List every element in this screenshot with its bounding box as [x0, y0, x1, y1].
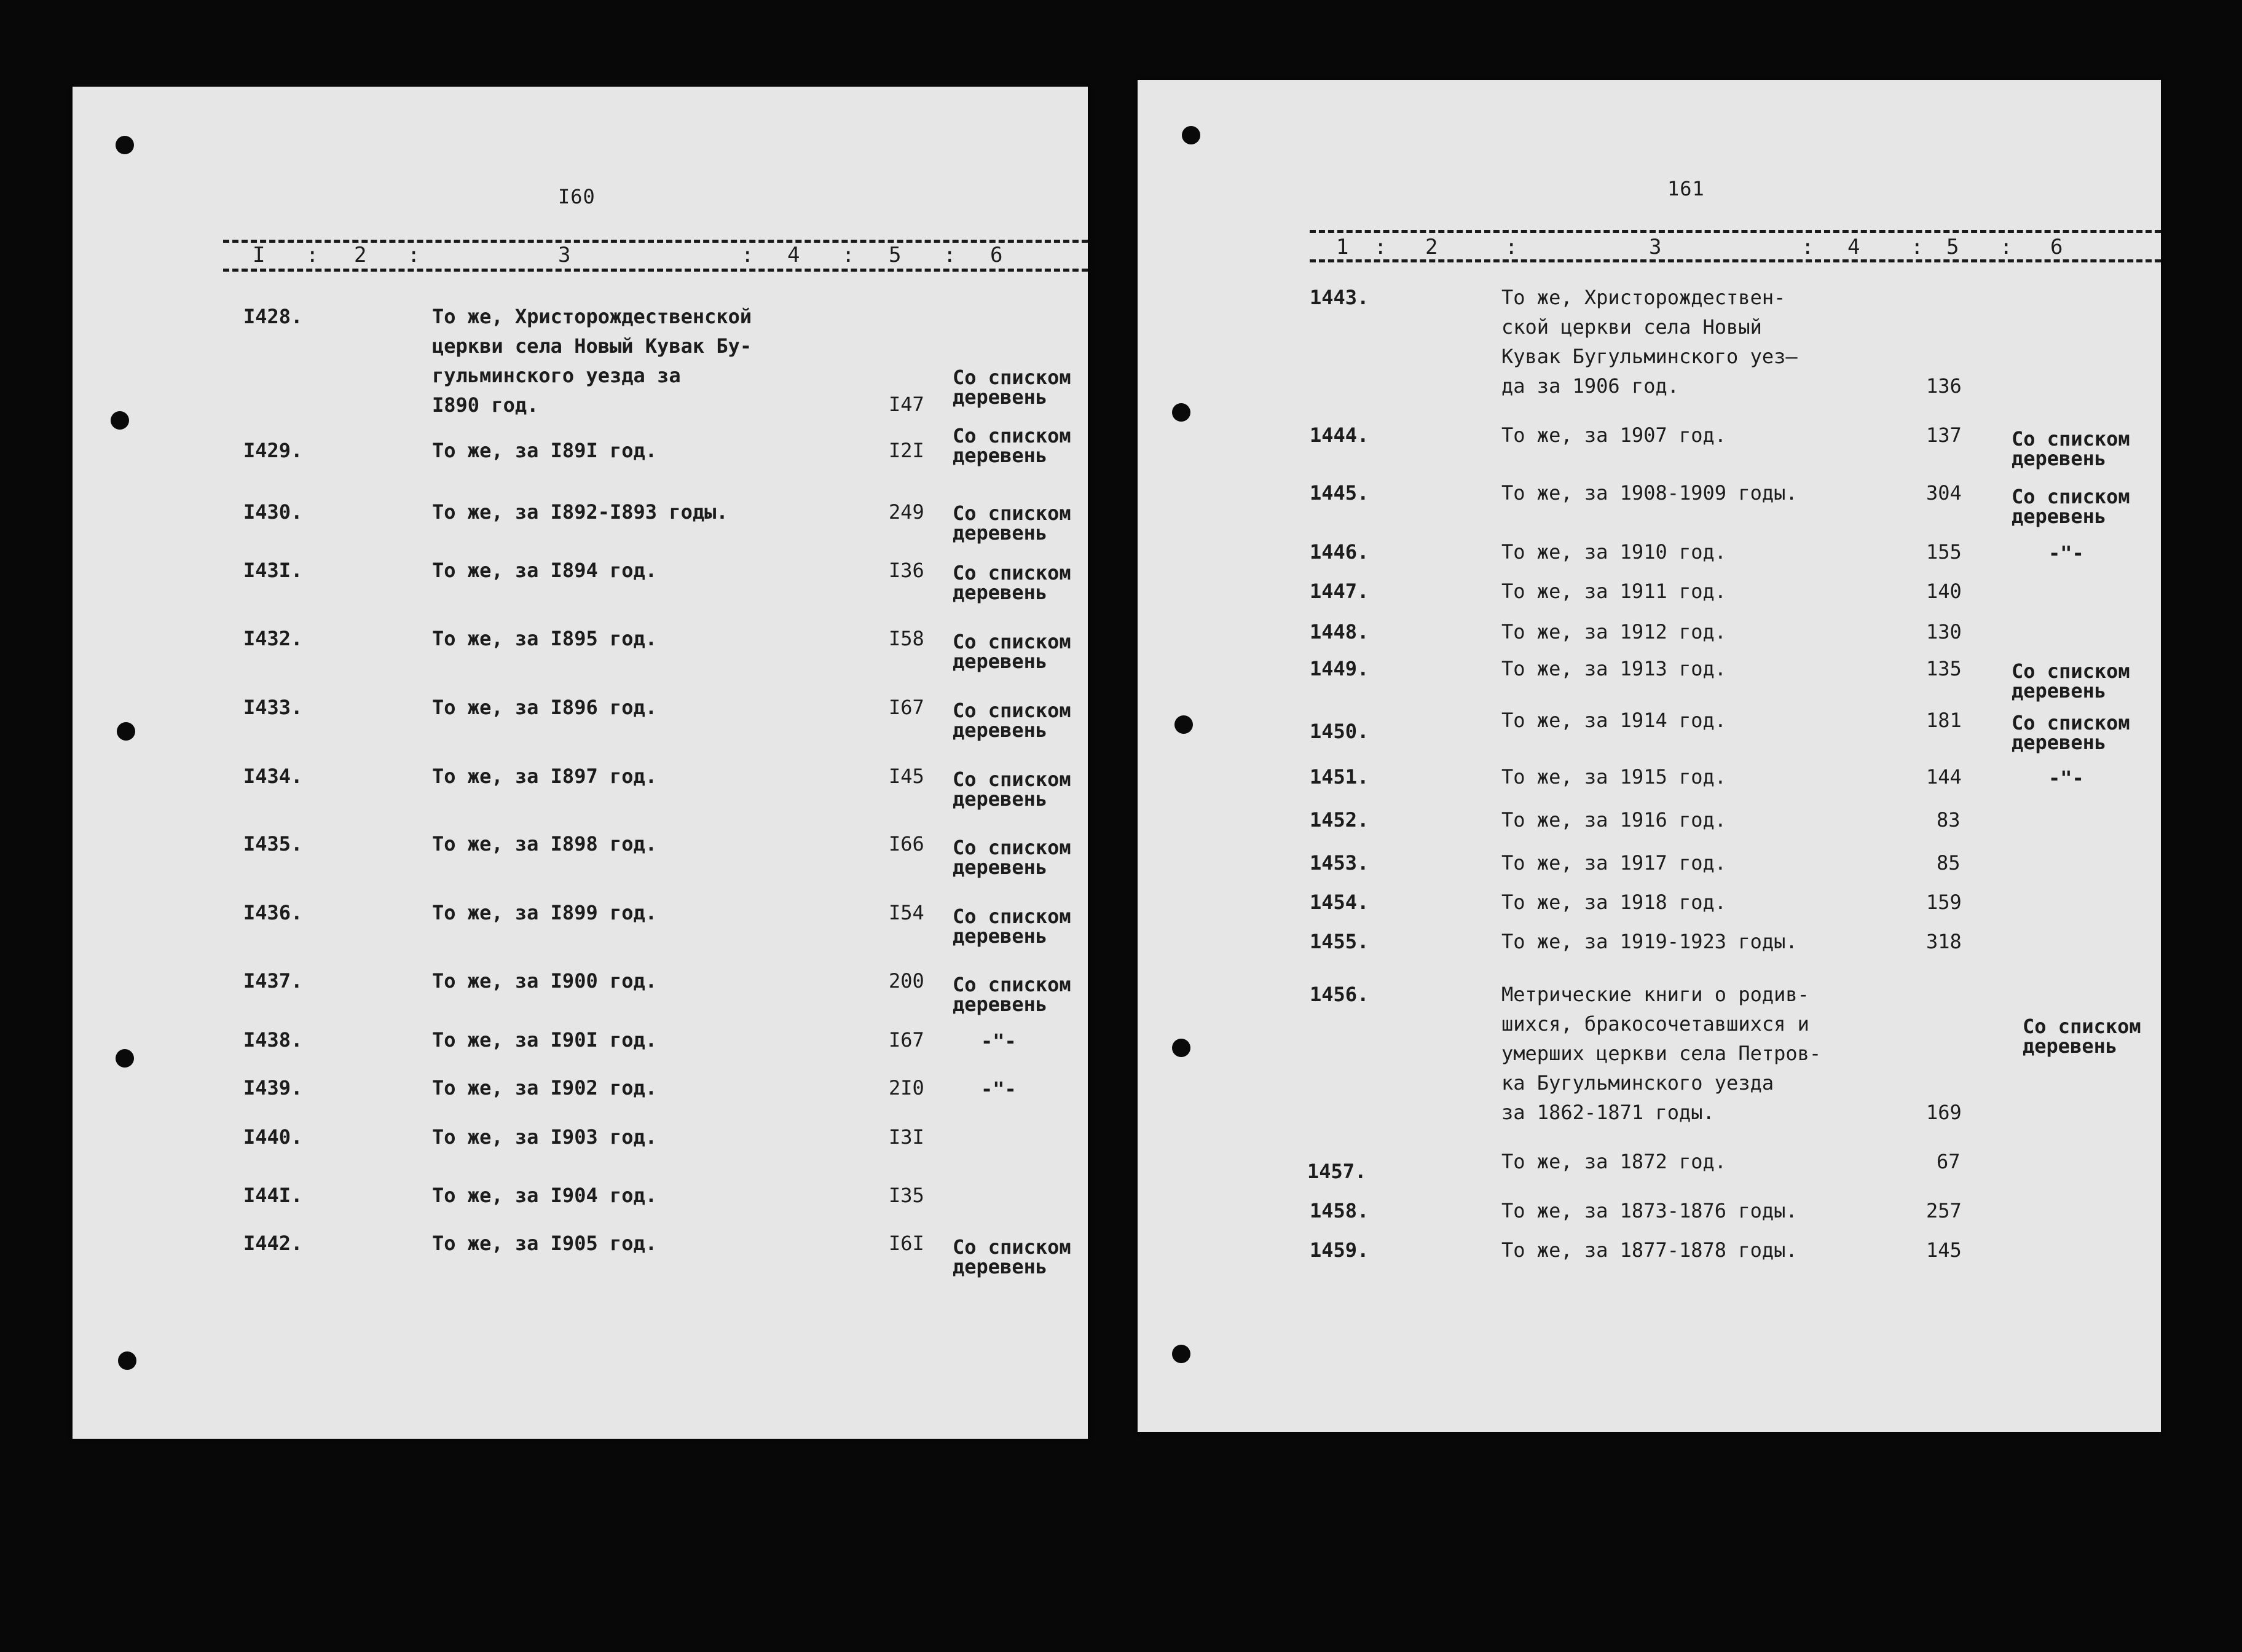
header-rule-top — [1310, 230, 2161, 233]
row-description: То же, за I902 год. — [432, 1076, 658, 1099]
row-number: 1450. — [1310, 720, 1369, 743]
row-description: То же, за I892-I893 годы. — [432, 500, 728, 524]
row-number: I428. — [243, 305, 303, 328]
header-rule-bottom — [223, 269, 1088, 272]
row-note: -"- — [981, 1029, 1017, 1053]
row-count: I54 — [889, 901, 924, 924]
row-description: То же, за 1911 год. — [1501, 580, 1727, 603]
row-description: То же, за I898 год. — [432, 832, 658, 856]
row-note: Со списком деревень — [2012, 485, 2130, 528]
col-header-2: 2 — [1425, 235, 1438, 259]
row-count: 85 — [1937, 851, 1961, 875]
row-note: Со списком деревень — [2012, 659, 2130, 702]
row-count: I35 — [889, 1184, 924, 1207]
header-rule-top — [223, 240, 1088, 243]
punch-hole — [116, 1049, 134, 1068]
row-number: 1445. — [1310, 481, 1369, 505]
row-number: 1451. — [1310, 765, 1369, 789]
row-note: Со списком деревень — [953, 973, 1071, 1016]
row-number: I437. — [243, 969, 303, 993]
row-description: То же, за 1872 год. — [1501, 1150, 1727, 1173]
row-number: 1453. — [1310, 851, 1369, 875]
col-header-2: 2 — [354, 243, 367, 267]
row-description: То же, за I895 год. — [432, 627, 658, 650]
row-note: Со списком деревень — [953, 699, 1071, 742]
row-note: Со списком деревень — [953, 366, 1071, 409]
row-number: I439. — [243, 1076, 303, 1099]
row-number: I434. — [243, 765, 303, 788]
row-note: Со списком деревень — [953, 561, 1071, 604]
row-count: I67 — [889, 1028, 924, 1052]
row-count: 135 — [1926, 657, 1962, 680]
row-number: 1447. — [1310, 580, 1369, 603]
col-header-6: 6 — [2050, 235, 2063, 259]
row-description: То же, за I896 год. — [432, 696, 658, 719]
page-number: 161 — [1667, 177, 1705, 200]
row-number: I44I. — [243, 1184, 303, 1207]
row-number: I429. — [243, 439, 303, 462]
row-description: То же, за I903 год. — [432, 1125, 658, 1149]
row-number: I442. — [243, 1232, 303, 1255]
row-description: То же, за I905 год. — [432, 1232, 658, 1255]
row-count: 159 — [1926, 891, 1962, 914]
row-description: То же, за I904 год. — [432, 1184, 658, 1207]
row-note: Со списком деревень — [953, 1235, 1071, 1278]
punch-hole — [1172, 1039, 1190, 1057]
row-count: I58 — [889, 627, 924, 650]
row-number: 1454. — [1310, 891, 1369, 914]
col-header-sep: : — [842, 243, 855, 267]
punch-hole — [118, 1351, 136, 1370]
row-count: 145 — [1926, 1238, 1962, 1262]
punch-hole — [1174, 715, 1193, 734]
row-description: Метрические книги о родив- шихся, бракосочетавшихся и умерших церкви села Петров- ка Бугульминского уезда за 1862-1871 годы. — [1501, 983, 1822, 1124]
row-number: I440. — [243, 1125, 303, 1149]
row-number: I432. — [243, 627, 303, 650]
row-count: 136 — [1926, 374, 1962, 398]
row-count: I6I — [889, 1232, 924, 1255]
row-description: То же, за 1907 год. — [1501, 423, 1727, 447]
row-description: То же, за 1919-1923 годы. — [1501, 930, 1798, 953]
col-header-4: 4 — [787, 243, 800, 267]
row-description: То же, за I894 год. — [432, 559, 658, 582]
row-count: 155 — [1926, 540, 1962, 564]
row-number: 1458. — [1310, 1199, 1369, 1222]
row-note: Со списком деревень — [953, 836, 1071, 879]
col-header-sep: : — [943, 243, 956, 267]
row-count: I67 — [889, 696, 924, 719]
row-description: То же, за 1918 год. — [1501, 891, 1727, 914]
row-count: 257 — [1926, 1199, 1962, 1222]
row-count: 140 — [1926, 580, 1962, 603]
row-note: Со списком деревень — [953, 502, 1071, 545]
row-description: То же, за I900 год. — [432, 969, 658, 993]
row-description: То же, за I90I год. — [432, 1028, 658, 1052]
row-count: 249 — [889, 500, 924, 524]
row-number: 1455. — [1310, 930, 1369, 953]
row-count: I2I — [889, 439, 924, 462]
col-header-3: 3 — [1649, 235, 1662, 259]
row-description: То же, за 1873-1876 годы. — [1501, 1199, 1798, 1222]
row-number: 1448. — [1310, 620, 1369, 643]
punch-hole — [117, 722, 135, 741]
row-description: То же, за I899 год. — [432, 901, 658, 924]
row-description: То же, за 1913 год. — [1501, 657, 1727, 680]
row-count: 144 — [1926, 765, 1962, 789]
punch-hole — [1172, 1345, 1190, 1363]
row-note: -"- — [981, 1077, 1017, 1101]
row-count: I45 — [889, 765, 924, 788]
col-header-4: 4 — [1847, 235, 1860, 259]
row-description: То же, Христорождествен- ской церкви села Новый Кувак Бугульминского уез— да за 1906 год. — [1501, 286, 1798, 398]
col-header-sep: : — [1801, 235, 1814, 259]
row-number: I43I. — [243, 559, 303, 582]
row-note: Со списком деревень — [2012, 427, 2130, 470]
row-number: 1443. — [1310, 286, 1369, 309]
row-number: I430. — [243, 500, 303, 524]
row-count: 67 — [1937, 1150, 1961, 1173]
punch-hole — [1182, 126, 1200, 144]
col-header-6: 6 — [990, 243, 1003, 267]
row-note: -"- — [2048, 541, 2084, 565]
row-description: То же, за 1915 год. — [1501, 765, 1727, 789]
row-description: То же, за 1877-1878 годы. — [1501, 1238, 1798, 1262]
row-note: -"- — [2048, 766, 2084, 790]
col-header-5: 5 — [1946, 235, 1959, 259]
row-count: 169 — [1926, 1101, 1962, 1124]
row-number: I436. — [243, 901, 303, 924]
col-header-1: I — [253, 243, 266, 267]
row-count: 318 — [1926, 930, 1962, 953]
right-page — [1138, 80, 2161, 1432]
row-description: То же, за I89I год. — [432, 439, 658, 462]
col-header-5: 5 — [889, 243, 902, 267]
row-number: 1457. — [1307, 1160, 1367, 1183]
row-description: То же, за 1910 год. — [1501, 540, 1727, 564]
row-description: То же, Христорождественской церкви села Новый Кувак Бу- гульминского уезда за I890 год. — [432, 305, 752, 417]
row-description: То же, за I897 год. — [432, 765, 658, 788]
row-description: То же, за 1908-1909 годы. — [1501, 481, 1798, 505]
row-number: I438. — [243, 1028, 303, 1052]
row-number: I435. — [243, 832, 303, 856]
row-count: 137 — [1926, 423, 1962, 447]
col-header-1: 1 — [1336, 235, 1349, 259]
row-description: То же, за 1916 год. — [1501, 808, 1727, 832]
punch-hole — [1172, 403, 1190, 422]
row-count: 83 — [1937, 808, 1961, 832]
row-description: То же, за 1912 год. — [1501, 620, 1727, 643]
row-description: То же, за 1914 год. — [1501, 709, 1727, 732]
col-header-sep: : — [1505, 235, 1518, 259]
row-note: Со списком деревень — [953, 905, 1071, 948]
row-number: 1456. — [1310, 983, 1369, 1006]
row-count: 304 — [1926, 481, 1962, 505]
row-number: I433. — [243, 696, 303, 719]
row-note: Со списком деревень — [2012, 711, 2130, 754]
page-number: I60 — [558, 185, 596, 208]
punch-hole — [111, 411, 129, 430]
row-number: 1446. — [1310, 540, 1369, 564]
row-number: 1444. — [1310, 423, 1369, 447]
row-count: I47 — [889, 393, 924, 416]
row-count: I36 — [889, 559, 924, 582]
row-note: Со списком деревень — [953, 630, 1071, 673]
row-note: Со списком деревень — [953, 768, 1071, 811]
row-count: 2I0 — [889, 1076, 924, 1099]
col-header-sep: : — [1374, 235, 1387, 259]
col-header-sep: : — [407, 243, 420, 267]
row-count: I3I — [889, 1125, 924, 1149]
row-number: 1452. — [1310, 808, 1369, 832]
punch-hole — [116, 136, 134, 154]
row-note: Со списком деревень — [2023, 1015, 2141, 1058]
left-page — [73, 87, 1088, 1439]
row-count: 200 — [889, 969, 924, 993]
col-header-sep: : — [306, 243, 319, 267]
row-number: 1449. — [1310, 657, 1369, 680]
col-header-3: 3 — [558, 243, 571, 267]
col-header-sep: : — [1911, 235, 1924, 259]
row-description: То же, за 1917 год. — [1501, 851, 1727, 875]
row-count: 130 — [1926, 620, 1962, 643]
row-note: Со списком деревень — [953, 424, 1071, 467]
header-rule-bottom — [1310, 259, 2161, 262]
col-header-sep: : — [741, 243, 754, 267]
row-count: I66 — [889, 832, 924, 856]
col-header-sep: : — [2000, 235, 2013, 259]
row-number: 1459. — [1310, 1238, 1369, 1262]
row-count: 181 — [1926, 709, 1962, 732]
